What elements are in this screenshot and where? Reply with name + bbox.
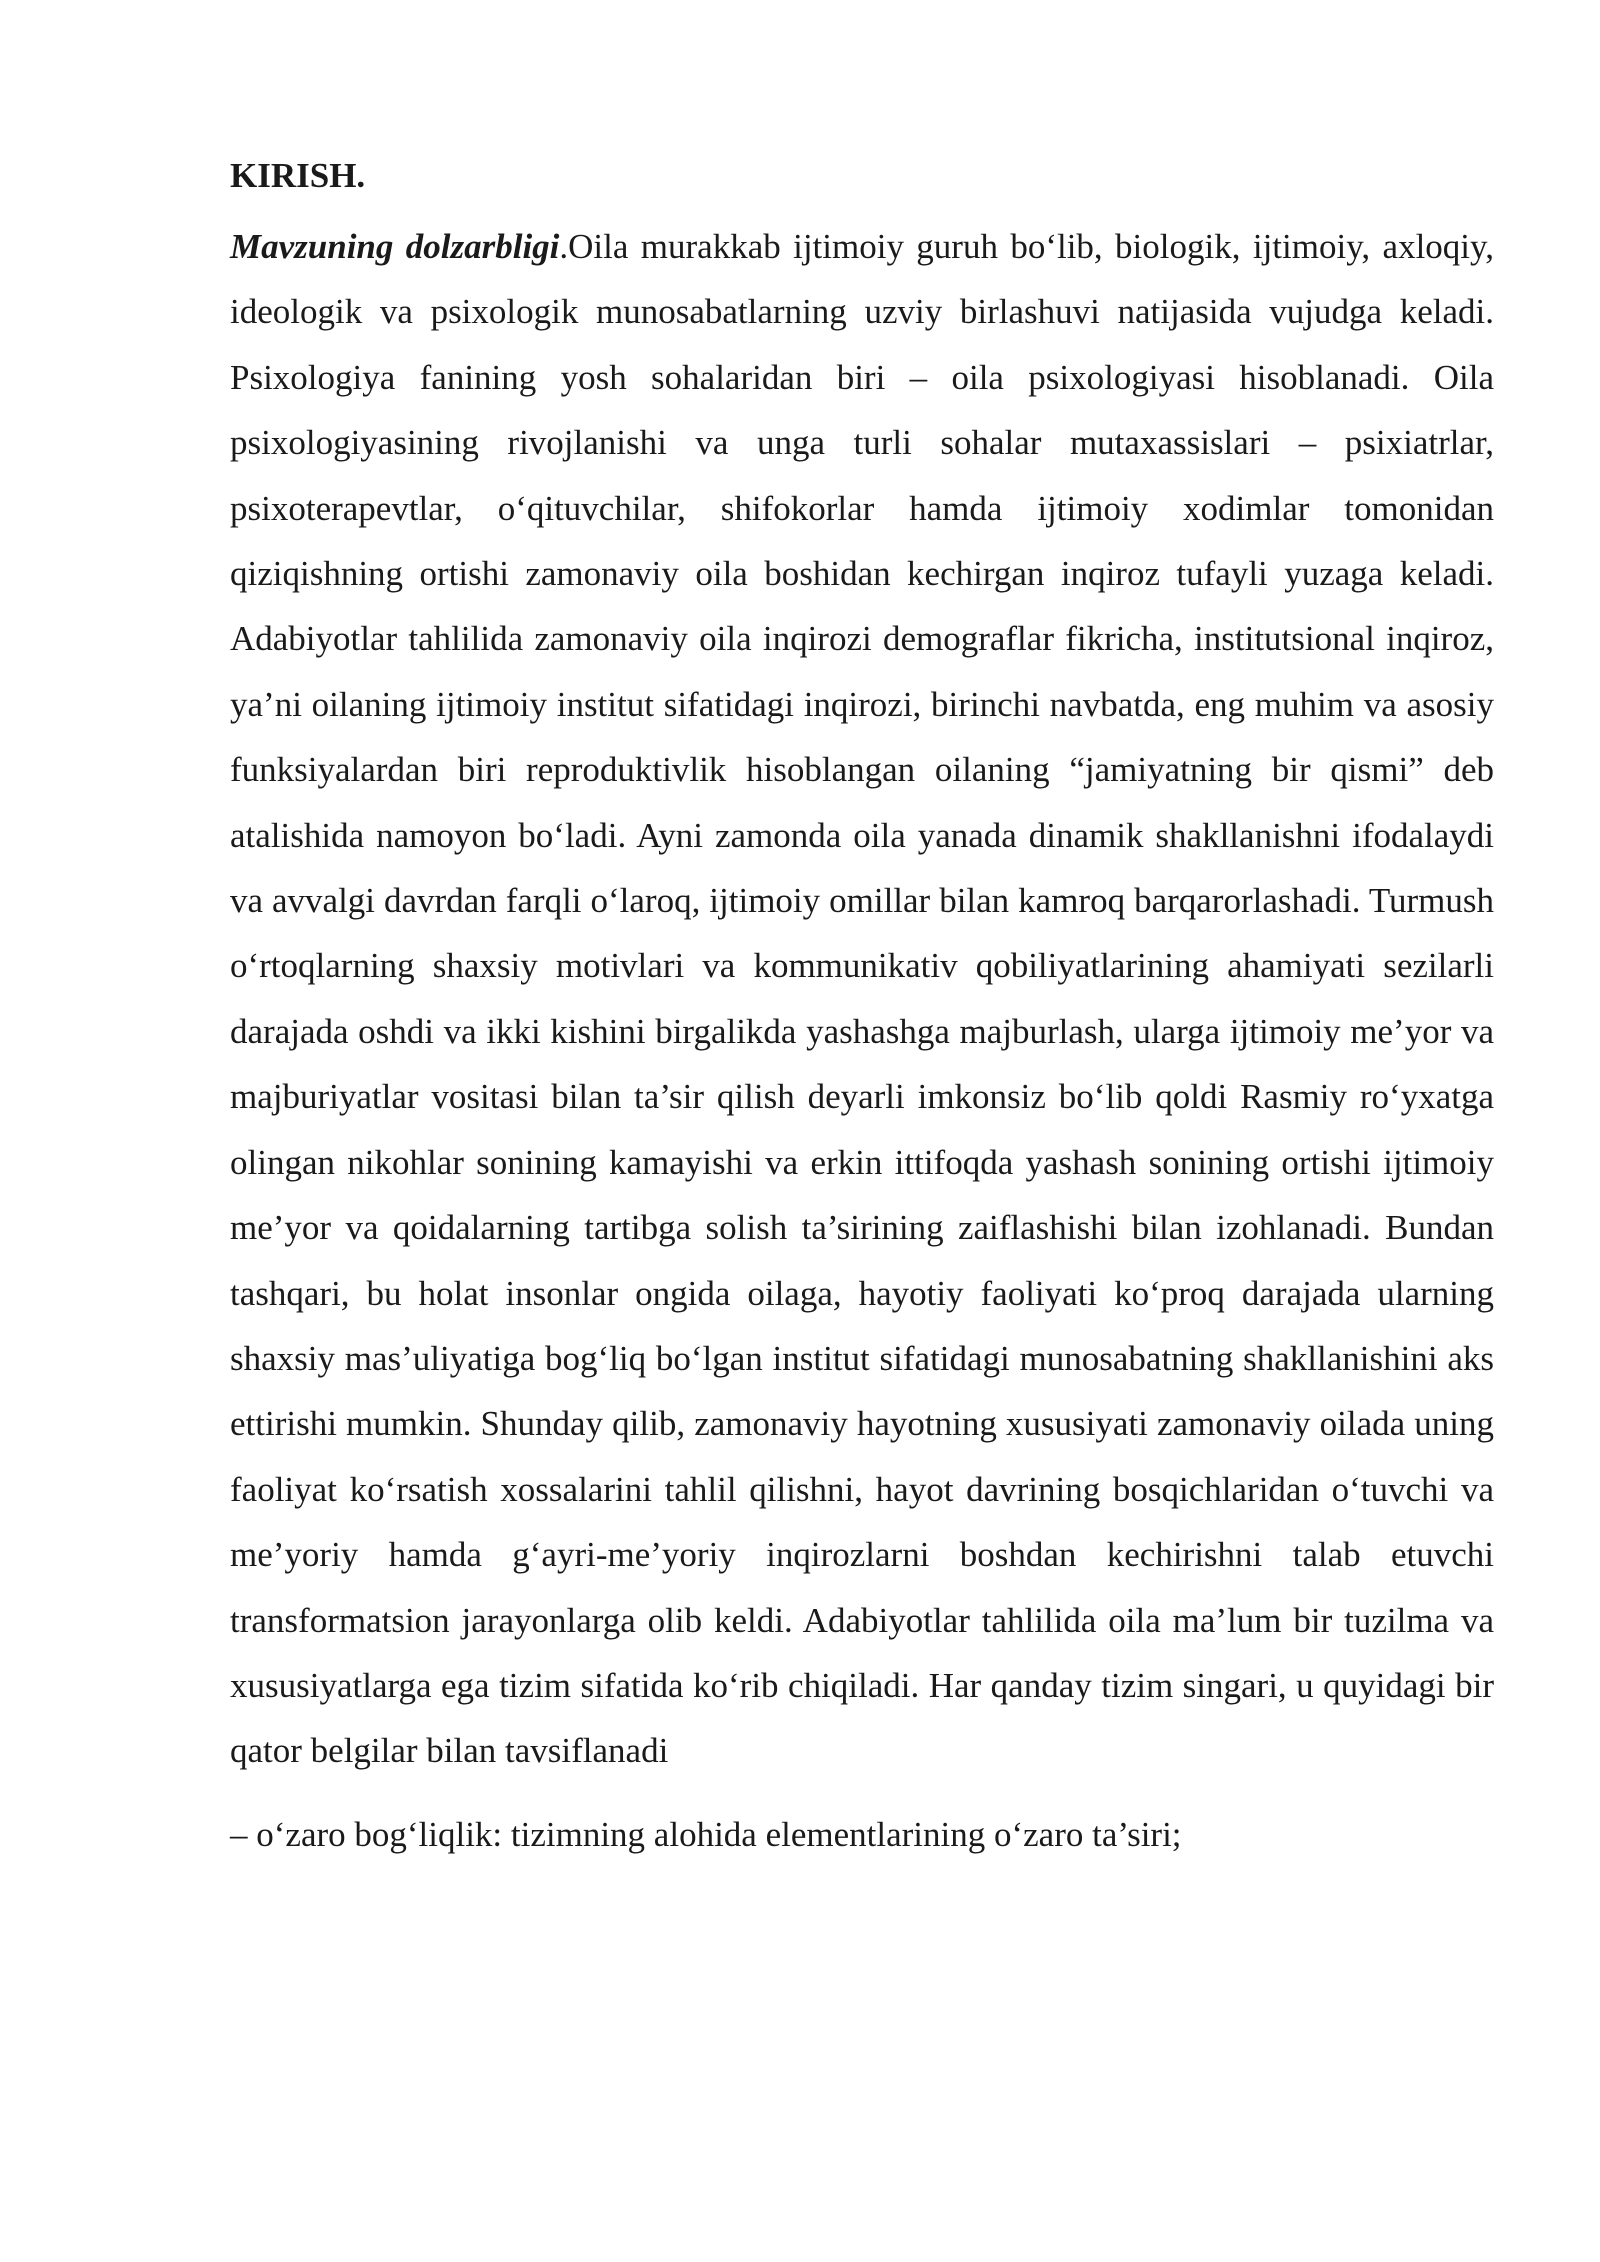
section-heading: KIRISH. [230,156,366,195]
bullet-item: – o‘zaro bog‘liqlik: tizimning alohida elementlarining o‘zaro ta’siri; [230,1814,1182,1854]
intro-text: .Oila murakkab ijtimoiy guruh bo‘lib, biologik, ijtimoiy, axloqiy, ideologik va psixologik munosabatlarning uzviy birlashuvi natijasida vujudga keladi. Psixologiya fanining yosh sohalaridan biri – oila psixologiyasi hisoblanadi. Oila psixologiyasining rivojlanishi va unga turli sohalar mutaxassislari – psixiatrlar, psixoterapevtlar, o‘qituvchilar, shifokorlar hamda ijtimoiy xodimlar tomonidan qiziqishning ortishi zamonaviy oila boshidan kechirgan inqiroz tufayli yuzaga keladi. Adabiyotlar tahlilida zamonaviy oila inqirozi demograflar fikricha, institutsional inqiroz, ya’ni oilaning ijtimoiy institut sifatidagi inqirozi, birinchi navbatda, eng muhim va asosiy funksiyalardan biri reproduktivlik hisoblangan oilaning “jamiyatning bir qismi” deb atalishida namoyon bo‘ladi. Ayni zamonda oila yanada dinamik shakllanishni ifodalaydi va avvalgi davrdan farqli o‘laroq, ijtimoiy omillar bilan kamroq barqarorlashadi. Turmush o‘rtoqlarning shaxsiy motivlari va kommunikativ qobiliyatlarining ahamiyati sezilarli darajada oshdi va ikki kishini birgalikda yashashga majburlash, ularga ijtimoiy me’yor va majburiyatlar vositasi bilan ta’sir qilish deyarli imkonsiz bo‘lib qoldi Rasmiy ro‘yxatga olingan nikohlar sonining kamayishi va erkin ittifoqda yashash sonining ortishi ijtimoiy me’yor va qoidalarning tartibga solish ta’sirining zaiflashishi bilan izohlanadi. Bundan tashqari, bu holat insonlar ongida oilaga, hayotiy faoliyati ko‘proq darajada ularning shaxsiy mas’uliyatiga bog‘liq bo‘lgan institut sifatidagi munosabatning shakllanishini aks ettirishi mumkin. Shunday qilib, zamonaviy hayotning xususiyati zamonaviy oilada uning faoliyat ko‘rsatish xossalarini tahlil qilishni, hayot davrining bosqichlaridan o‘tuvchi va me’yoriy hamda g‘ayri-me’yoriy inqirozlarni boshdan kechirishni talab etuvchi transformatsion jarayonlarga olib keldi. Adabiyotlar tahlilida oila ma’lum bir tuzilma va xususiyatlarga ega tizim sifatida ko‘rib chiqiladi. Har qanday tizim singari, u quyidagi bir qator belgilar bilan tavsiflanadi [230,227,1494,1771]
page-content [230,150,1494,1867]
intro-paragraph [230,214,1494,1784]
intro-lead: Mavzuning dolzarbligi [230,227,560,266]
